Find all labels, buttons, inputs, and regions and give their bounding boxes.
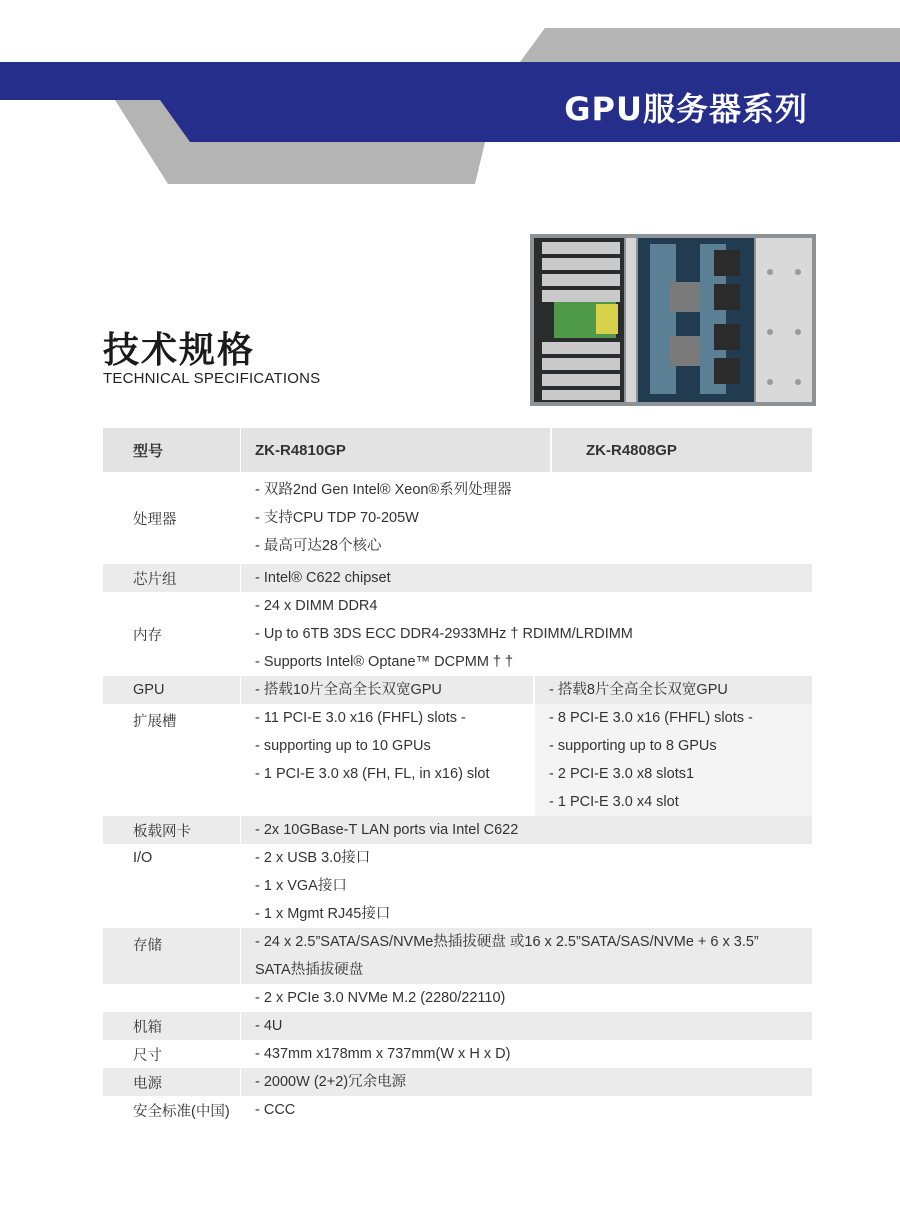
row-gpu [103, 676, 812, 704]
label-storage: 存储 [133, 938, 162, 954]
expansion-line-a: - 11 PCI-E 3.0 x16 (FHFL) slots - [255, 710, 466, 726]
header-model-b: ZK-R4808GP [550, 428, 812, 472]
chassis-value: - 4U [255, 1018, 283, 1034]
lan-value: - 2x 10GBase-T LAN ports via Intel C622 [255, 822, 519, 838]
page-title: 技术规格 [103, 330, 256, 371]
storage-line: - 24 x 2.5”SATA/SAS/NVMe热插拔硬盘 或16 x 2.5”SATA/SAS/NVMe + 6 x 3.5” [255, 934, 759, 950]
row-safety [103, 1096, 812, 1124]
row-chipset [103, 564, 812, 592]
row-dimensions [103, 1040, 812, 1068]
label-memory: 内存 [133, 627, 162, 644]
row-io [103, 844, 812, 928]
expansion-line-a: - supporting up to 10 GPUs [255, 738, 431, 754]
io-line: - 1 x Mgmt RJ45接口 [255, 906, 391, 922]
expansion-line-b: - 1 PCI-E 3.0 x4 slot [549, 794, 679, 810]
row-lan [103, 816, 812, 844]
row-memory [103, 592, 812, 676]
spec-table [103, 428, 812, 1124]
header-label: 型号 [133, 442, 164, 460]
chipset-value: - Intel® C622 chipset [255, 570, 391, 586]
m2-value: - 2 x PCIe 3.0 NVMe M.2 (2280/22110) [255, 990, 506, 1006]
table-header-row [103, 428, 812, 472]
label-gpu: GPU [133, 682, 165, 698]
row-power [103, 1068, 812, 1096]
label-cpu: 处理器 [133, 511, 177, 528]
expansion-line-b: - 8 PCI-E 3.0 x16 (FHFL) slots - [549, 710, 753, 726]
label-safety: 安全标准(中国) [133, 1103, 230, 1120]
expansion-line-b: - supporting up to 8 GPUs [549, 738, 717, 754]
memory-line: - Up to 6TB 3DS ECC DDR4-2933MHz † RDIMM/LRDIMM [255, 626, 633, 642]
label-lan: 板载网卡 [133, 823, 191, 840]
memory-line: - Supports Intel® Optane™ DCPMM † † [255, 654, 514, 670]
gpu-value-b: - 搭载8片全高全长双宽GPU [549, 682, 728, 698]
row-chassis [103, 1012, 812, 1040]
power-value: - 2000W (2+2)冗余电源 [255, 1074, 407, 1090]
label-m2 [103, 984, 240, 1012]
row-storage [103, 928, 812, 984]
expansion-line-a: - 1 PCI-E 3.0 x8 (FH, FL, in x16) slot [255, 766, 490, 782]
server-image [530, 232, 816, 408]
banner-title: GPU服务器系列 [564, 90, 808, 128]
storage-line: SATA热插拔硬盘 [255, 962, 364, 978]
header-model-a: ZK-R4810GP [240, 428, 550, 472]
page-subtitle: TECHNICAL SPECIFICATIONS [103, 370, 321, 387]
label-io: I/O [133, 850, 153, 866]
row-expansion [103, 704, 812, 816]
cpu-line: - 双路2nd Gen Intel® Xeon®系列处理器 [255, 482, 512, 498]
row-m2 [103, 984, 812, 1012]
cpu-line: - 支持CPU TDP 70-205W [255, 510, 419, 526]
label-power: 电源 [133, 1075, 162, 1092]
io-line: - 1 x VGA接口 [255, 878, 347, 894]
io-line: - 2 x USB 3.0接口 [255, 850, 371, 866]
dimensions-value: - 437mm x178mm x 737mm(W x H x D) [255, 1046, 511, 1062]
memory-line: - 24 x DIMM DDR4 [255, 598, 378, 614]
gpu-value-a: - 搭载10片全高全长双宽GPU [255, 682, 442, 698]
label-dimensions: 尺寸 [133, 1047, 162, 1064]
row-cpu [103, 472, 812, 564]
label-chassis: 机箱 [133, 1019, 162, 1036]
label-chipset: 芯片组 [133, 571, 177, 588]
safety-value: - CCC [255, 1102, 296, 1118]
cpu-line: - 最高可达28个核心 [255, 538, 382, 554]
label-expansion: 扩展槽 [133, 714, 177, 730]
expansion-line-b: - 2 PCI-E 3.0 x8 slots1 [549, 766, 695, 782]
